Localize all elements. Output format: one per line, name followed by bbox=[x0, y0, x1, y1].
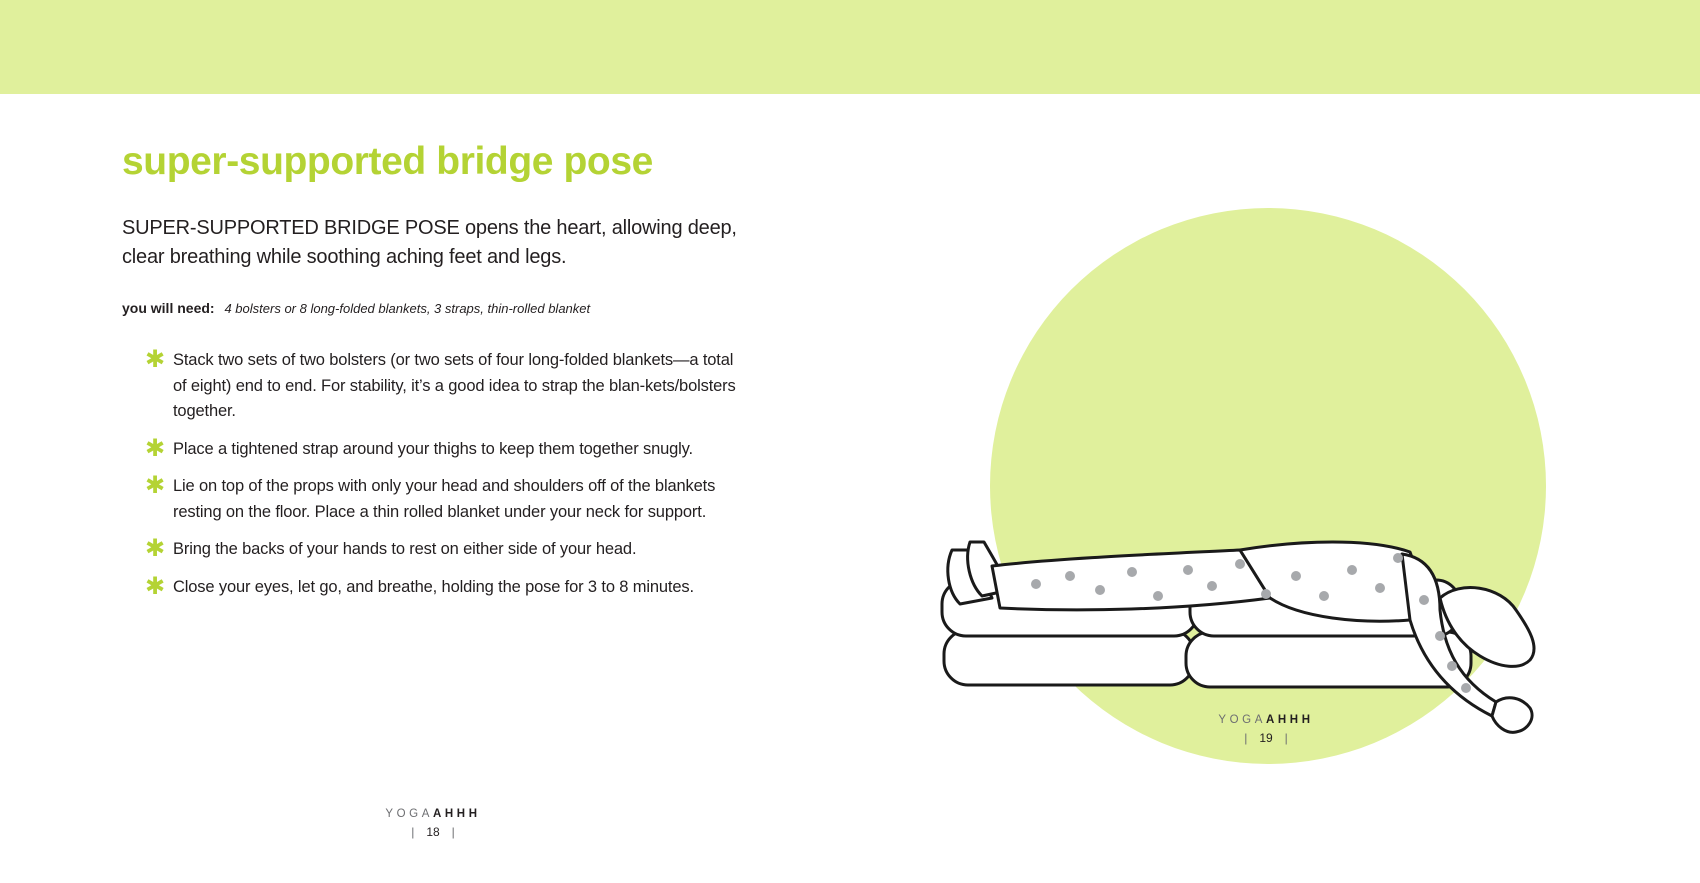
step-item bbox=[145, 572, 745, 601]
page-footer-right bbox=[1196, 714, 1336, 745]
running-title bbox=[363, 808, 503, 820]
requirements-line bbox=[122, 300, 590, 316]
requirements-label: you will need: bbox=[122, 300, 215, 316]
hand bbox=[1492, 698, 1532, 733]
step-text: Bring the backs of your hands to rest on either side of your head. bbox=[173, 540, 637, 558]
step-item bbox=[145, 537, 745, 563]
step-text: Lie on top of the props with only your head and shoulders off of the blankets resting on the floor. Place a thin rolled blanket under your neck for support. bbox=[173, 477, 716, 521]
right-page bbox=[850, 0, 1700, 883]
bolster-bottom-left bbox=[944, 630, 1194, 685]
page-number-value: 19 bbox=[1259, 731, 1273, 745]
page-number: | 19 | bbox=[1244, 731, 1288, 745]
step-text: Close your eyes, let go, and breathe, holding the pose for 3 to 8 minutes. bbox=[173, 577, 694, 596]
asterisk-bullet-icon: ✱ bbox=[145, 572, 165, 600]
steps-list bbox=[145, 348, 745, 612]
asterisk-bullet-icon: ✱ bbox=[145, 535, 165, 562]
step-item bbox=[145, 474, 745, 525]
left-page bbox=[0, 94, 850, 883]
brand-bold: AHHH bbox=[1266, 714, 1314, 726]
step-item bbox=[145, 434, 745, 463]
step-item bbox=[145, 348, 745, 425]
page-number-value: 18 bbox=[426, 825, 440, 839]
brand-bold: AHHH bbox=[433, 808, 481, 820]
step-text: Place a tightened strap around your thighs to keep them together snugly. bbox=[173, 439, 693, 458]
running-title bbox=[1196, 714, 1336, 726]
intro-paragraph: SUPER-SUPPORTED BRIDGE POSE opens the heart, allowing deep, clear breathing while soothing aching feet and legs. bbox=[122, 217, 737, 268]
asterisk-bullet-icon: ✱ bbox=[145, 434, 165, 462]
brand-light: YOGA bbox=[385, 808, 433, 820]
requirements-items: 4 bolsters or 8 long-folded blankets, 3 straps, thin-rolled blanket bbox=[224, 301, 591, 316]
brand-light: YOGA bbox=[1218, 714, 1266, 726]
page-footer-left bbox=[363, 808, 503, 839]
step-text: Stack two sets of two bolsters (or two sets of four long-folded blankets—a total of eight) end to end. For stability, it’s a good idea to strap the blan-kets/bolsters together. bbox=[173, 351, 736, 420]
asterisk-bullet-icon: ✱ bbox=[145, 346, 165, 373]
page-title: super-supported bridge pose bbox=[122, 140, 653, 183]
asterisk-bullet-icon: ✱ bbox=[145, 472, 165, 499]
page-number: | 18 | bbox=[411, 825, 455, 839]
